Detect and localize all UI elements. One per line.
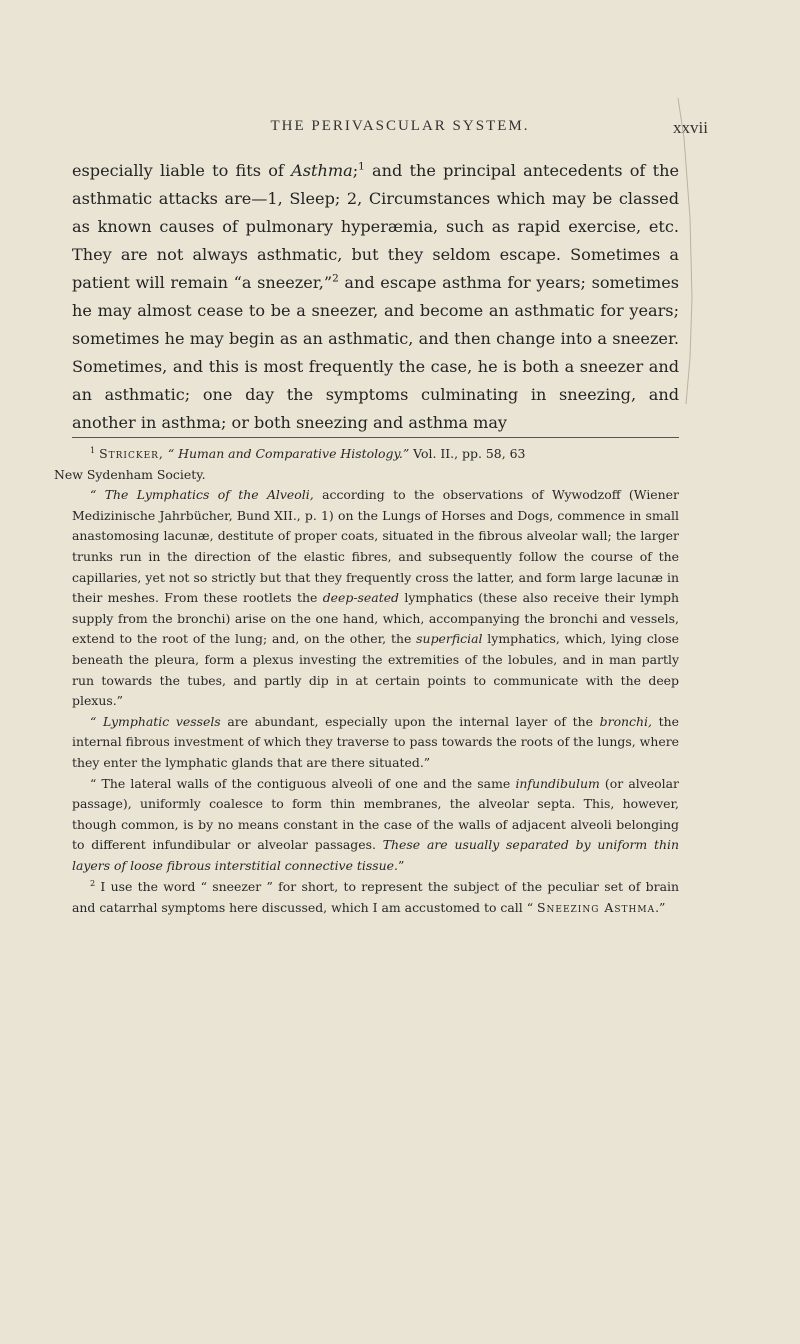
footnote-2 bbox=[72, 877, 679, 918]
quote-alveolar-walls bbox=[72, 774, 679, 877]
quote2-text-2: the internal fibrous investment of which they traverse to pass towards the roots of the lungs, where they enter the lymphatic glands that are there situated.” bbox=[72, 713, 679, 770]
footnote-1-ref: Vol. II., pp. 58, 63 bbox=[409, 446, 526, 461]
body-text-1: especially liable to fits of bbox=[72, 161, 292, 180]
main-paragraph: especially liable to fits of Asthma;$^1$ and the principal antecedents of the asthmatic attacks are—1, Sleep; 2, Circumstances which may be classed as known causes of pulmonary hyperæmia, such as rapid exercise, etc. They are not always asthmatic, but they seldom escape. Sometimes a patient will remain “a sneezer,”$^2$ and escape asthma for years; sometimes he may almost cease to be a sneezer, and become an asthmatic for years; sometimes he may begin as an asthmatic, and then change into a sneezer. Sometimes, and this is most frequently the case, he is both a sneezer and an asthmatic; one day the symptoms culminating in sneezing, and another in asthma; or both sneezing and asthma may bbox=[72, 160, 679, 432]
footnote-2-text-2: .” bbox=[655, 900, 666, 916]
footnotes bbox=[54, 444, 679, 919]
footnote-1 bbox=[54, 444, 679, 485]
footnote-2-marker: 2 bbox=[90, 878, 96, 889]
page-number: xxvii bbox=[673, 118, 708, 137]
asthma-word: Asthma bbox=[291, 161, 353, 180]
quote-lymphatic-vessels bbox=[72, 712, 679, 774]
footnote-1-publisher: New Sydenham Society. bbox=[54, 466, 206, 482]
quote3-infundibulum: infundibulum bbox=[515, 775, 600, 791]
quote1-deep-seated: deep-seated bbox=[322, 590, 400, 606]
footnote-1-marker: 1 bbox=[90, 444, 96, 455]
quote3-close: ” bbox=[397, 857, 405, 873]
quote1-text-1: according to the observations of Wywodzoff (Wiener Medizinische Jahrbücher, Bund XII., p. 1) on the Lungs of Horses and Dogs, commence in small anastomosing lacunæ, destitute of proper coats, situated in the fibrous alveolar wall; the larger trunks run in the direction of the elastic fibres, and subsequently follow the course of the capillaries, yet not so strictly but that they frequently cross the latter, and form large lacunæ in their meshes. From these rootlets the bbox=[72, 487, 679, 606]
quote2-text-1: are abundant, especially upon the internal layer of the bbox=[220, 713, 600, 729]
footnote-1-title: “ Human and Comparative Histology.” bbox=[167, 446, 410, 461]
footnote-rule bbox=[72, 437, 679, 438]
quote2-title: “ Lymphatic vessels bbox=[90, 713, 221, 729]
footnote-2-sneezing-asthma: Sneezing Asthma bbox=[537, 900, 656, 916]
quote1-title: “ The Lymphatics of the Alveoli, bbox=[90, 487, 314, 503]
footnote-ref-2[interactable]: 2 bbox=[332, 272, 339, 285]
body-text-3: and escape asthma for years; sometimes he may almost cease to be a sneezer, and become an asthmatic for years; sometimes he may begin as an asthmatic, and then change into a sneezer. Sometimes, and this is most frequently the case, he is both a sneezer and an asthmatic; one day the symptoms culminating in sneezing, and another in asthma; or both sneezing and asthma may bbox=[72, 273, 679, 432]
quote3-italic-end: These are usually separated by uniform thin layers of loose fibrous interstitial connective tissue. bbox=[72, 837, 679, 873]
quote1-text-3: lymphatics, which, lying close beneath the pleura, form a plexus investing the extremities of the lobules, and in man partly run towards the tubes, and partly dip in at certain points to communicate with the deep plexus.” bbox=[72, 631, 679, 709]
running-title: THE PERIVASCULAR SYSTEM. bbox=[270, 118, 530, 134]
footnote-ref-1[interactable]: 1 bbox=[358, 160, 365, 173]
body-text-2: and the principal antecedents of the asthmatic attacks are—1, Sleep; 2, Circumstances which may be classed as known causes of pulmonary hyperæmia, such as rapid exercise, etc. They are not always asthmatic, but they seldom escape. Sometimes a patient will remain “a sneezer,” bbox=[72, 161, 679, 292]
footnote-2-text-1: I use the word “ sneezer ” for short, to represent the subject of the peculiar set of brain and catarrhal symptoms here discussed, which I am accustomed to call “ bbox=[72, 879, 679, 916]
quote1-text-2: lymphatics (these also receive their lymph supply from the bronchi) arise on the one hand, which, accompanying the bronchi and vessels, extend to the root of the lung; and, on the other, the bbox=[72, 590, 679, 647]
quote3-text-1: “ The lateral walls of the contiguous alveoli of one and the same bbox=[90, 775, 516, 791]
quote1-superficial: superficial bbox=[416, 631, 483, 647]
quote3-text-2: (or alveolar passage), uniformly coalesce to form thin membranes, the alveolar septa. This, however, though common, is by no means constant in the case of the walls of adjacent alveoli belonging to different infundibular or alveolar passages. bbox=[72, 775, 679, 853]
footnote-1-author: Stricker, bbox=[99, 446, 164, 461]
quote-lymphatics-alveoli bbox=[72, 485, 679, 712]
margin-line-mark bbox=[676, 98, 698, 404]
quote2-bronchi: bronchi, bbox=[599, 713, 652, 729]
